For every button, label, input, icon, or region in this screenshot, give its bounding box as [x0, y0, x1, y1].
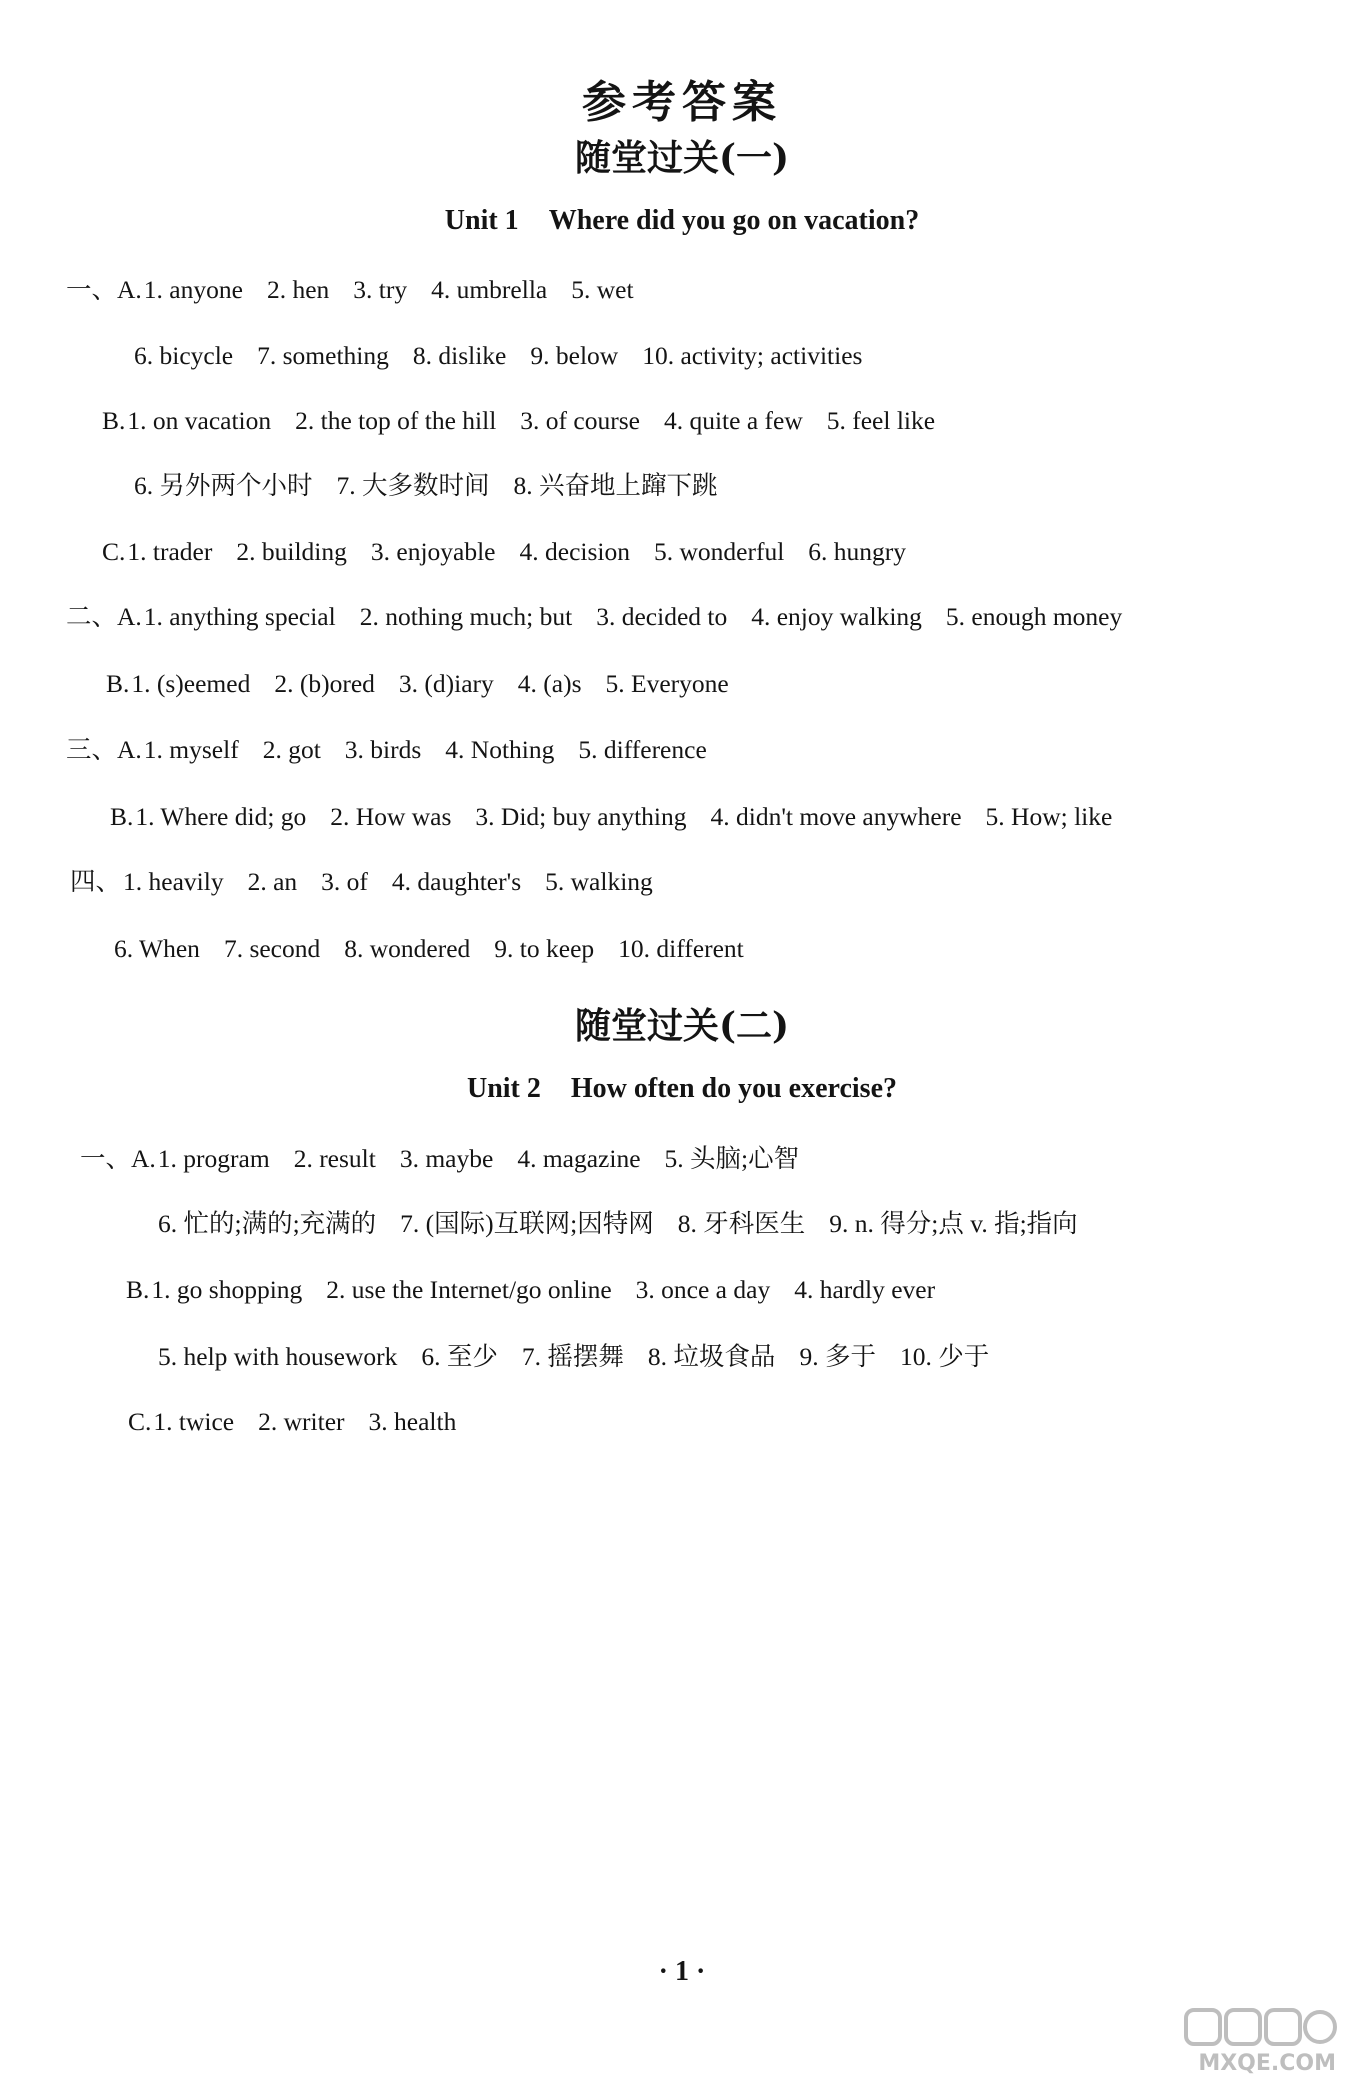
question-label: C.: [128, 1407, 152, 1436]
answer-item: 3. birds: [344, 735, 422, 764]
unit-heading-1: [0, 205, 1364, 237]
answer-item: 10. 少于: [899, 1342, 990, 1371]
answer-item: 8. 兴奋地上蹿下跳: [513, 471, 718, 500]
answer-item: 1. go shopping: [151, 1275, 303, 1304]
answer-item: 1. Where did; go: [135, 802, 307, 831]
answer-item: 5. How; like: [985, 802, 1113, 831]
answer-item: 9. below: [530, 341, 619, 370]
answer-line: [114, 933, 744, 965]
answer-line: [110, 801, 1112, 833]
answer-item: 5. help with housework: [158, 1342, 398, 1371]
page-number: · 1 ·: [658, 1956, 706, 1987]
unit-heading-2: [0, 1073, 1364, 1105]
answer-item: 5. wonderful: [653, 537, 785, 566]
answer-item: 2. nothing much; but: [359, 602, 573, 631]
answer-item: 2. (b)ored: [274, 669, 375, 698]
answer-item: 6. 至少: [421, 1342, 498, 1371]
answer-line: [126, 1274, 935, 1306]
answer-item: 1. program: [157, 1144, 270, 1173]
answer-item: 4. enjoy walking: [751, 602, 922, 631]
answer-item: 2. an: [247, 867, 298, 896]
answer-item: 3. health: [368, 1407, 457, 1436]
question-label: 一、A.: [80, 1144, 156, 1173]
question-label: 一、A.: [66, 275, 142, 304]
answer-item: 1. twice: [153, 1407, 235, 1436]
answer-item: 5. Everyone: [605, 669, 729, 698]
answer-item: 1. anyone: [143, 275, 243, 304]
answer-item: 2. got: [262, 735, 321, 764]
section-title-1: 随堂过关(一): [574, 137, 790, 179]
question-label: 三、A.: [66, 735, 142, 764]
answer-item: 5. walking: [545, 867, 653, 896]
section-title-2: 随堂过关(二): [574, 1005, 790, 1047]
answer-item: 3. try: [353, 275, 408, 304]
answer-line: [102, 405, 935, 437]
answer-item: 2. the top of the hill: [295, 406, 497, 435]
answer-item: 1. on vacation: [127, 406, 272, 435]
watermark-logo: [1180, 2006, 1340, 2076]
answer-item: 1. anything special: [143, 602, 336, 631]
answer-line: [134, 340, 862, 372]
question-label: C.: [102, 537, 126, 566]
question-label: B.: [102, 406, 126, 435]
answer-line: [158, 1208, 1078, 1240]
answer-item: 2. How was: [330, 802, 452, 831]
answer-item: 6. hungry: [808, 537, 907, 566]
answer-line: [66, 601, 1122, 633]
answer-item: 8. dislike: [412, 341, 507, 370]
answer-item: 9. 多于: [799, 1342, 876, 1371]
answer-item: 7. 大多数时间: [336, 471, 490, 500]
answer-item: 4. umbrella: [431, 275, 548, 304]
answer-item: 5. 头脑;心智: [664, 1144, 800, 1173]
answer-item: 8. 牙科医生: [677, 1209, 806, 1238]
answer-item: 5. enough money: [945, 602, 1123, 631]
unit-name: Where did you go on vacation?: [548, 205, 920, 236]
answer-item: 5. difference: [578, 735, 707, 764]
answer-item: 9. n. 得分;点 v. 指;指向: [829, 1209, 1078, 1238]
answer-item: 4. magazine: [517, 1144, 641, 1173]
answer-item: 7. second: [223, 934, 321, 963]
answer-item: 7. 摇摆舞: [521, 1342, 624, 1371]
answer-line: [66, 274, 634, 306]
answer-item: 8. 垃圾食品: [647, 1342, 776, 1371]
answer-item: 3. Did; buy anything: [475, 802, 687, 831]
answer-item: 3. once a day: [635, 1275, 771, 1304]
watermark-icon: [1180, 2006, 1340, 2052]
answer-line: [66, 734, 707, 766]
answer-item: 4. decision: [519, 537, 630, 566]
answer-item: 6. 忙的;满的;充满的: [158, 1209, 377, 1238]
answer-item: 1. (s)eemed: [131, 669, 251, 698]
answer-item: 7. something: [257, 341, 389, 370]
page-title: 参考答案: [582, 77, 782, 128]
answer-item: 6. bicycle: [134, 341, 234, 370]
question-label: B.: [110, 802, 134, 831]
answer-item: 3. of: [321, 867, 368, 896]
watermark-text: MXQE.COM: [1198, 2051, 1336, 2076]
answer-item: 3. of course: [520, 406, 640, 435]
unit-name: How often do you exercise?: [570, 1073, 897, 1104]
answer-item: 8. wondered: [344, 934, 471, 963]
answer-item: 4. Nothing: [445, 735, 555, 764]
question-label: B.: [106, 669, 130, 698]
answer-item: 10. different: [618, 934, 744, 963]
answer-item: 4. didn't move anywhere: [710, 802, 962, 831]
answer-item: 2. writer: [258, 1407, 345, 1436]
answer-item: 3. maybe: [399, 1144, 494, 1173]
answer-item: 2. building: [236, 537, 347, 566]
answer-item: 7. (国际)互联网;因特网: [400, 1209, 654, 1238]
answer-item: 6. When: [114, 934, 200, 963]
answer-line: [106, 668, 729, 700]
answer-line: [134, 470, 718, 502]
unit-number: Unit 2: [466, 1073, 541, 1104]
answer-item: 5. wet: [571, 275, 634, 304]
answer-line: [102, 536, 906, 568]
answer-line: [70, 866, 653, 898]
answer-line: [128, 1406, 456, 1438]
answer-item: 1. heavily: [123, 867, 224, 896]
answer-item: 1. trader: [127, 537, 213, 566]
question-label: 二、A.: [66, 602, 142, 631]
answer-item: 4. (a)s: [517, 669, 582, 698]
answer-item: 1. myself: [143, 735, 239, 764]
unit-number: Unit 1: [444, 205, 519, 236]
answer-item: 2. hen: [266, 275, 330, 304]
answer-item: 6. 另外两个小时: [134, 471, 313, 500]
answer-item: 2. result: [293, 1144, 376, 1173]
answer-item: 4. hardly ever: [794, 1275, 936, 1304]
answer-item: 5. feel like: [826, 406, 936, 435]
answer-item: 4. quite a few: [663, 406, 803, 435]
answer-item: 4. daughter's: [391, 867, 522, 896]
answer-item: 2. use the Internet/go online: [326, 1275, 612, 1304]
answer-item: 10. activity; activities: [642, 341, 863, 370]
question-label: B.: [126, 1275, 150, 1304]
answer-line: [158, 1341, 989, 1373]
question-label: 四、: [70, 867, 122, 896]
answer-item: 3. (d)iary: [398, 669, 494, 698]
answer-item: 3. enjoyable: [370, 537, 496, 566]
answer-item: 9. to keep: [494, 934, 595, 963]
answer-item: 3. decided to: [596, 602, 728, 631]
answer-line: [80, 1143, 799, 1175]
